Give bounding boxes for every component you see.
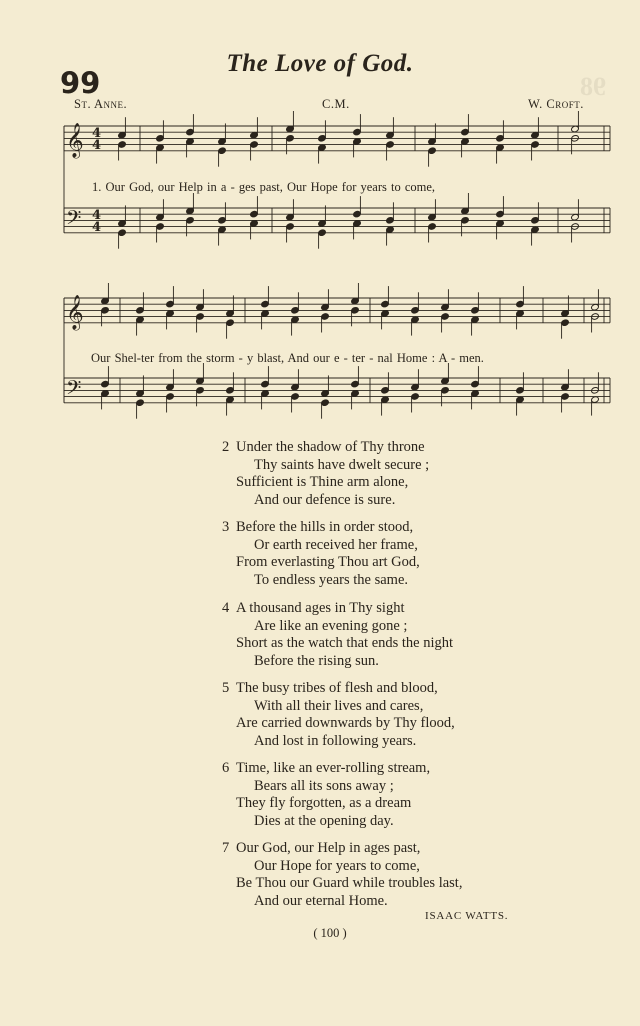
verse-number: 7 — [222, 840, 230, 856]
verse-number: 2 — [222, 439, 230, 455]
verse-line: Time, like an ever-rolling stream, — [236, 760, 431, 776]
verse-6 — [222, 760, 430, 830]
bass-clef-icon: 𝄢 — [66, 376, 82, 404]
verse-line: And our defence is sure. — [254, 491, 396, 508]
verse-line: Our Hope for years to come, — [254, 857, 420, 874]
verse-line: From everlasting Thou art God, — [236, 554, 420, 570]
verse-line: With all their lives and cares, — [254, 697, 424, 714]
verse-line: Are like an evening gone ; — [254, 617, 408, 634]
author-credit: ISAAC WATTS. — [425, 910, 509, 922]
verse-line: Are carried downwards by Thy flood, — [236, 715, 455, 731]
verse-line: Thy saints have dwelt secure ; — [254, 456, 430, 473]
verse-number: 4 — [222, 600, 230, 616]
verse-line: A thousand ages in Thy sight — [236, 600, 405, 616]
time-signature: 4 — [92, 220, 102, 235]
verse-number: 5 — [222, 680, 230, 696]
page-number: ( 100 ) — [313, 926, 347, 940]
verse-line: And our eternal Home. — [254, 892, 388, 909]
verse-line: Before the hills in order stood, — [236, 519, 414, 535]
music-score — [0, 0, 640, 440]
verse-line: And lost in following years. — [254, 732, 417, 749]
verse-3 — [222, 519, 420, 589]
treble-clef-icon: 𝄞 — [66, 123, 84, 158]
meter: C.M. — [322, 97, 350, 111]
lyric-line-2: Our Shel-ter from the storm - y blast, And our e - ter - nal Home : A - men. — [91, 351, 484, 365]
verse-line: Under the shadow of Thy throne — [236, 439, 425, 455]
verse-4 — [222, 600, 453, 670]
verse-number: 6 — [222, 760, 230, 776]
time-signature: 4 — [92, 126, 102, 141]
composer: W. Croft. — [528, 97, 584, 111]
verse-line: Our God, our Help in ages past, — [236, 840, 421, 856]
verse-line: Or earth received her frame, — [254, 536, 418, 553]
verse-line: Bears all its sons away ; — [254, 777, 394, 794]
verse-2 — [222, 439, 429, 509]
hymn-number: 99 — [60, 66, 101, 100]
tune-name: St. Anne. — [74, 97, 128, 111]
verse-line: Be Thou our Guard while troubles last, — [236, 875, 463, 891]
verse-line: Short as the watch that ends the night — [236, 635, 454, 651]
show-through-number: 98 — [580, 72, 606, 101]
bass-clef-icon: 𝄢 — [66, 206, 82, 234]
time-signature: 4 — [92, 138, 102, 153]
treble-clef-icon: 𝄞 — [66, 295, 84, 330]
verse-5 — [222, 680, 455, 750]
verse-line: To endless years the same. — [254, 571, 409, 588]
time-signature: 4 — [92, 208, 102, 223]
verse-line: Dies at the opening day. — [254, 812, 394, 829]
verse-line: Before the rising sun. — [254, 652, 379, 669]
lyric-line-1: 1. Our God, our Help in a - ges past, Our Hope for years to come, — [92, 180, 436, 194]
verse-number: 3 — [222, 519, 230, 535]
verse-7 — [222, 840, 462, 910]
verse-line: Sufficient is Thine arm alone, — [236, 474, 409, 490]
hymn-title: The Love of God. — [226, 50, 414, 77]
verse-line: The busy tribes of flesh and blood, — [236, 680, 438, 696]
verse-line: They fly forgotten, as a dream — [236, 795, 412, 811]
